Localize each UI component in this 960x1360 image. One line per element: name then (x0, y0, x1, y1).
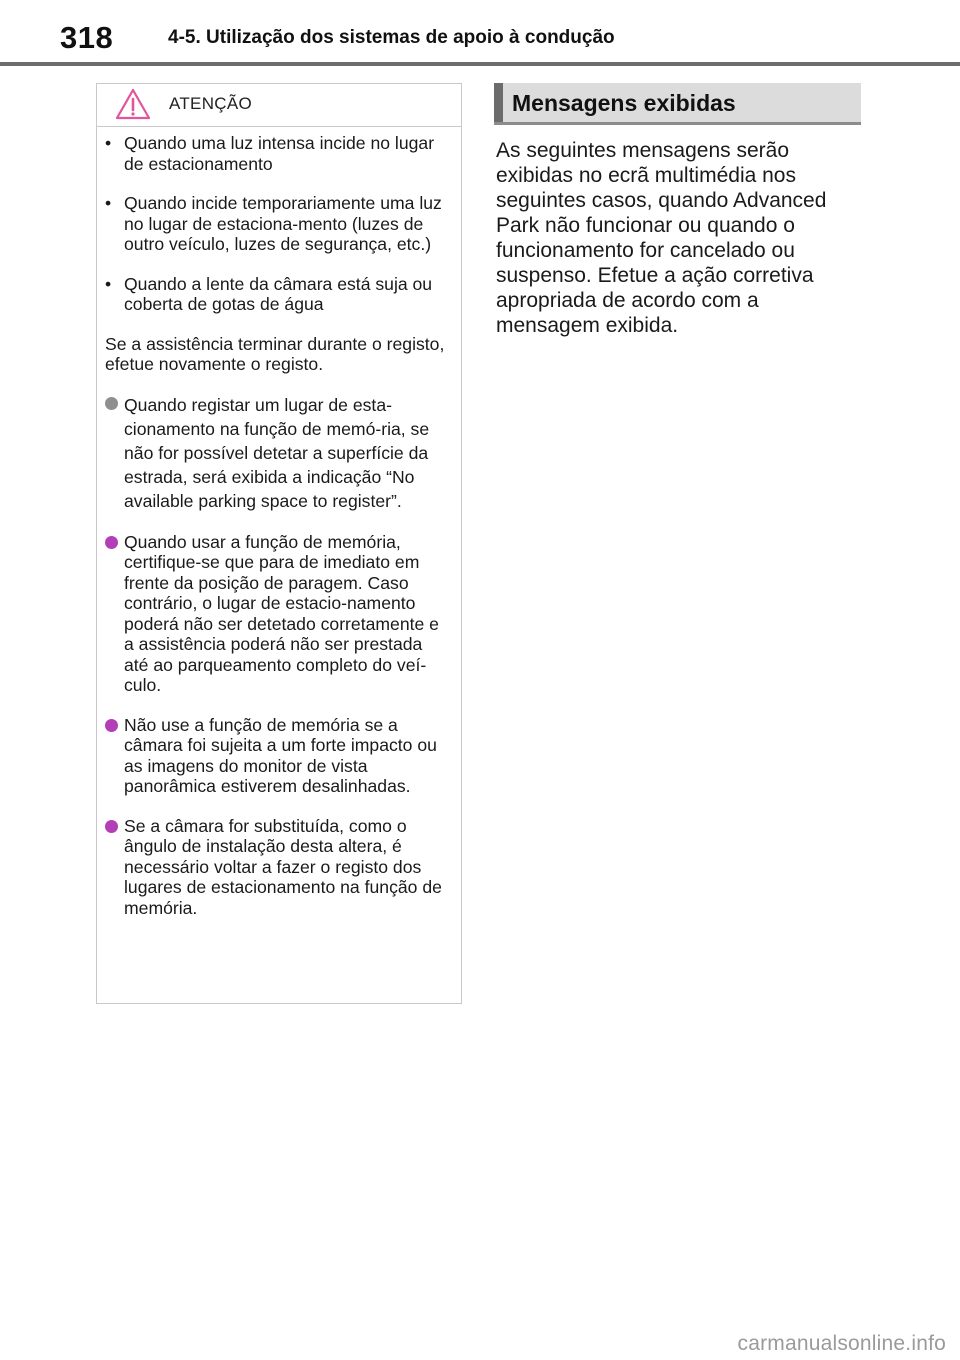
warning-circle-text: Quando usar a função de memória, certifique-se que para de imediato em frente da posição de paragem. Caso contrário, o lugar de estacio-namento poderá não ser detetado corretamente e a assistência poderá não ser prestada até ao parqueamento completo do veí-culo. (124, 531, 439, 695)
watermark: carmanualsonline.info (737, 1332, 946, 1355)
bullet-symbol: • (105, 133, 112, 153)
circle-bullet-icon (105, 536, 118, 549)
section-header-accent (494, 83, 503, 122)
warning-dash-text: Quando incide temporariamente uma luz no lugar de estaciona-mento (luzes de outro veículo, luzes de segurança, etc.) (124, 193, 442, 254)
warning-circle-item (105, 816, 451, 919)
section-title: Mensagens exibidas (512, 90, 736, 116)
dash-list (105, 133, 451, 315)
page-number: 318 (60, 20, 114, 55)
header-divider (0, 62, 960, 66)
bullet-symbol: • (105, 273, 112, 294)
circle-bullet-icon (105, 820, 118, 833)
warning-circle-text: Não use a função de memória se a câmara foi sujeita a um forte impacto ou as imagens do monitor de vista panorâmica estiverem desalinhadas. (124, 714, 437, 796)
warning-circle-text: Quando registar um lugar de esta-cionamento na função de memó-ria, se não for possível detetar a superfície da estrada, será exibida a indicação “No available parking space to register”. (124, 394, 430, 511)
circle-bullet-icon (105, 397, 118, 410)
warning-dash-text: Quando a lente da câmara está suja ou coberta de gotas de água (124, 273, 433, 314)
warning-box (96, 83, 462, 1004)
warning-circle-item (105, 393, 451, 513)
warning-circle-text: Se a câmara for substituída, como o ângulo de instalação desta altera, é necessário voltar a fazer o registo dos lugares de estacionamento na função de memória. (124, 815, 442, 918)
warning-triangle-icon (115, 88, 151, 120)
warning-header (97, 84, 461, 127)
warning-title: ATENÇÃO (169, 94, 253, 113)
page-header (0, 0, 960, 64)
bullet-symbol: • (105, 193, 112, 213)
circle-bullet-icon (105, 719, 118, 732)
warning-body (97, 127, 461, 918)
circle-list (105, 393, 451, 919)
warning-dash-text: Quando uma luz intensa incide no lugar de estacionamento (124, 133, 435, 174)
section-body-text: As seguintes mensagens serão exibidas no ecrã multimédia nos seguintes casos, quando Advanced Park não funcionar ou quando o funcionamento for cancelado ou suspenso. Efetue a ação corretiva apropriada de acordo com a mensagem exibida. (496, 139, 827, 337)
warning-circle-item (105, 715, 451, 797)
chapter-title: 4-5. Utilização dos sistemas de apoio à condução (168, 27, 615, 48)
warning-dash-item (105, 133, 451, 174)
warning-dash-item (105, 274, 451, 315)
warning-paragraph: Se a assistência terminar durante o registo, efetue novamente o registo. (105, 333, 445, 374)
section-header (494, 83, 861, 125)
warning-circle-item (105, 532, 451, 696)
warning-dash-item (105, 193, 451, 255)
